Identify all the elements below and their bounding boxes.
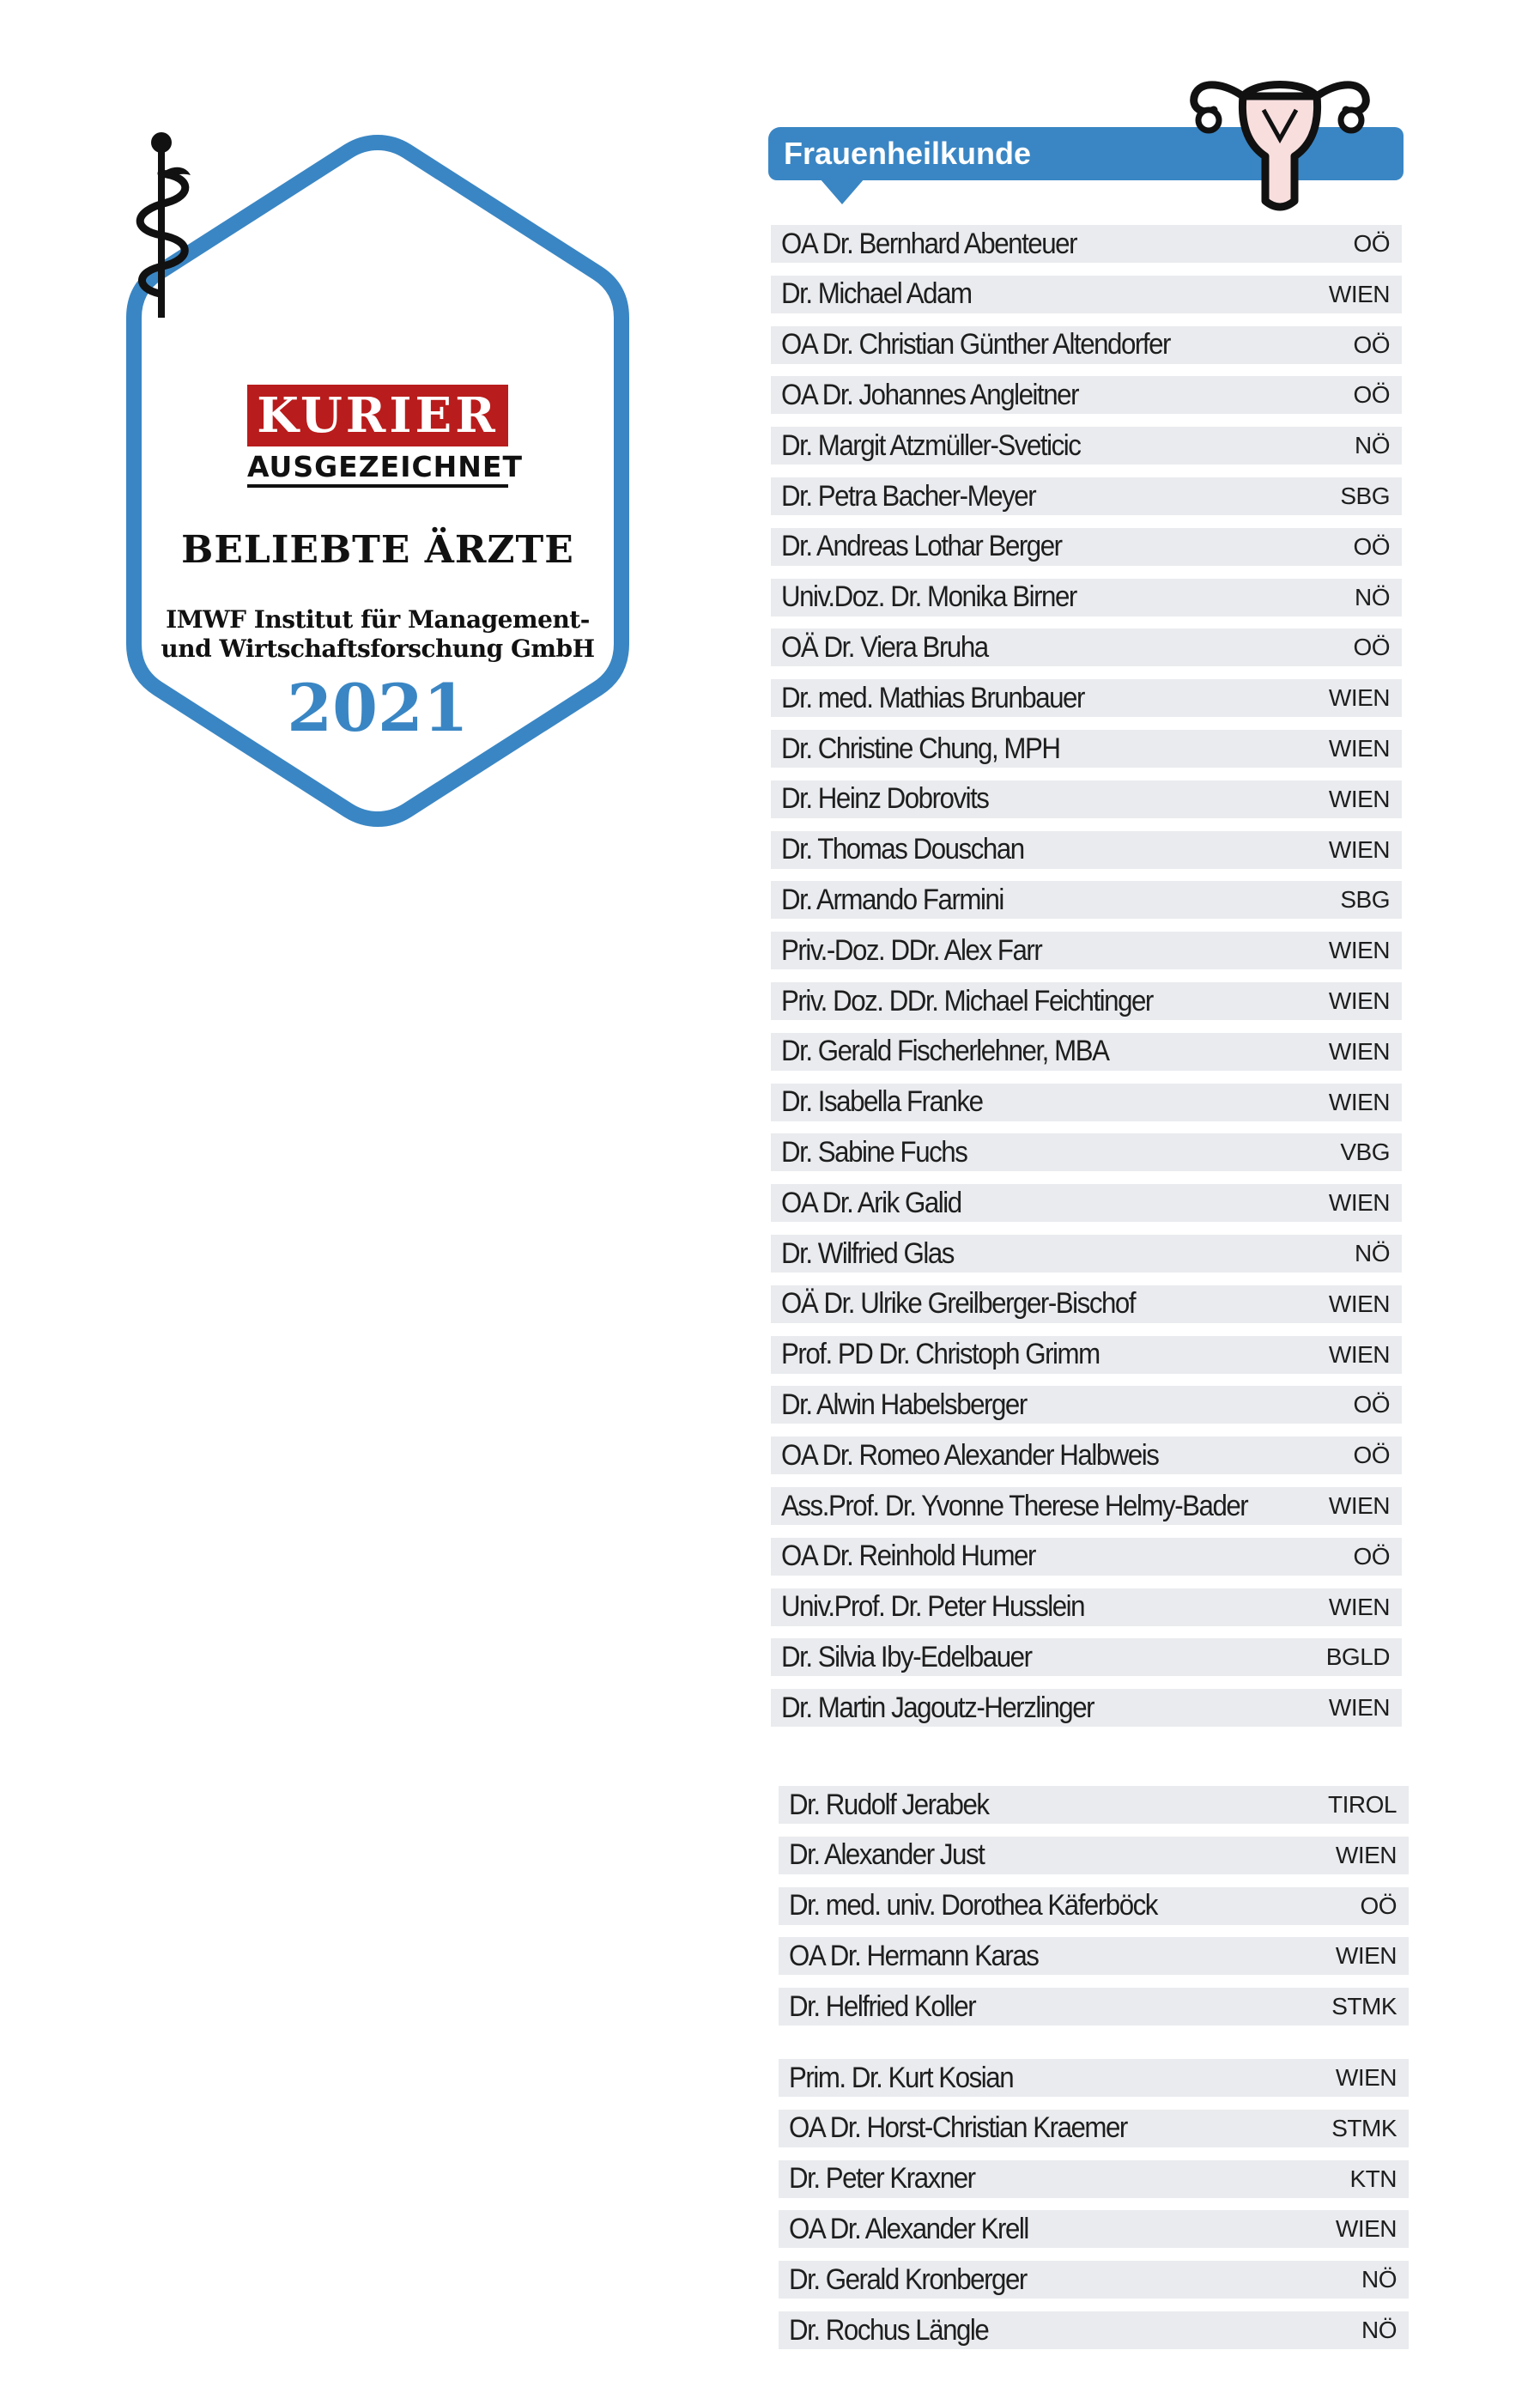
list-item [771, 629, 1402, 666]
region-code: KTN [1349, 2165, 1397, 2192]
doctor-name: OA Dr. Hermann Karas [789, 1939, 1039, 1972]
doctor-name: Dr. Martin Jagoutz-Herzlinger [781, 1691, 1094, 1724]
doctor-name: Dr. Wilfried Glas [781, 1236, 954, 1270]
region-code: OÖ [1353, 381, 1390, 409]
region-code: NÖ [1361, 2266, 1397, 2293]
institute-line-1: IMWF Institut für Management- [166, 605, 590, 634]
doctor-name: Dr. Heinz Dobrovits [781, 782, 989, 816]
doctor-name: OA Dr. Johannes Angleitner [781, 378, 1079, 411]
doctor-name: Priv. Doz. DDr. Michael Feichtinger [781, 984, 1153, 1017]
region-code: SBG [1340, 483, 1390, 509]
doctor-name: Dr. Thomas Douschan [781, 833, 1024, 866]
list-item [779, 1937, 1409, 1975]
region-code: OÖ [1353, 634, 1390, 661]
institute-line-2: und Wirtschaftsforschung GmbH [161, 635, 595, 663]
region-code: WIEN [1335, 1942, 1397, 1970]
list-item [771, 831, 1402, 869]
region-code: WIEN [1328, 1189, 1390, 1217]
list-item [771, 881, 1402, 919]
badge-institute [120, 605, 635, 664]
region-code: OÖ [1360, 1892, 1397, 1919]
list-item [771, 1436, 1402, 1474]
region-code: VBG [1340, 1139, 1390, 1166]
region-code: WIEN [1328, 1037, 1390, 1065]
region-code: WIEN [1335, 1841, 1397, 1868]
doctor-name: Dr. Alwin Habelsberger [781, 1388, 1027, 1421]
list-item [771, 427, 1402, 465]
award-badge [120, 129, 635, 833]
list-item [771, 982, 1402, 1020]
doctor-name: OA Dr. Romeo Alexander Halbweis [781, 1438, 1159, 1472]
region-code: WIEN [1328, 1290, 1390, 1317]
badge-subtitle: AUSGEZEICHNET [247, 450, 508, 488]
badge-title: BELIEBTE ÄRZTE [181, 528, 574, 572]
region-code: WIEN [1328, 1340, 1390, 1368]
region-code: BGLD [1325, 1643, 1390, 1671]
doctor-name: Dr. Peter Kraxner [789, 2162, 975, 2196]
doctor-name: Dr. Petra Bacher-Meyer [781, 479, 1036, 513]
region-code: NÖ [1355, 432, 1390, 459]
list-item [779, 2210, 1409, 2248]
region-code: WIEN [1328, 785, 1390, 812]
doctor-name: Dr. Gerald Kronberger [789, 2262, 1027, 2296]
kurier-logo: KURIER [247, 385, 508, 446]
list-item [771, 780, 1402, 818]
region-code: OÖ [1353, 1442, 1390, 1469]
doctor-name: Ass.Prof. Dr. Yvonne Therese Helmy-Bader [781, 1489, 1248, 1522]
region-code: WIEN [1335, 2064, 1397, 2091]
list-item [771, 1285, 1402, 1323]
list-header: Frauenheilkunde [768, 127, 1404, 180]
region-code: NÖ [1361, 2317, 1397, 2343]
list-item [771, 1638, 1402, 1676]
region-code: OÖ [1353, 230, 1390, 257]
doctor-name: OÄ Dr. Viera Bruha [781, 630, 988, 664]
region-code: WIEN [1328, 280, 1390, 307]
list-item [771, 376, 1402, 414]
doctor-name: Dr. Michael Adam [781, 277, 972, 311]
list-item [779, 2261, 1409, 2299]
list-item [771, 730, 1402, 768]
region-code: WIEN [1328, 987, 1390, 1014]
region-code: STMK [1331, 1993, 1397, 2020]
region-code: WIEN [1328, 1492, 1390, 1519]
list-item [771, 276, 1402, 313]
list-item [771, 1689, 1402, 1727]
list-item [779, 1786, 1409, 1824]
doctor-name: OÄ Dr. Ulrike Greilberger-Bischof [781, 1287, 1136, 1321]
doctor-name: Priv.-Doz. DDr. Alex Farr [781, 933, 1042, 967]
list-item [771, 1184, 1402, 1222]
region-code: SBG [1340, 886, 1390, 914]
list-item [771, 1538, 1402, 1576]
doctor-name: Dr. Armando Farmini [781, 883, 1003, 916]
list-item [771, 1033, 1402, 1071]
list-item [771, 1235, 1402, 1272]
doctor-name: Dr. Christine Chung, MPH [781, 732, 1060, 765]
doctor-name: Univ.Prof. Dr. Peter Husslein [781, 1590, 1085, 1624]
doctor-name: Univ.Doz. Dr. Monika Birner [781, 580, 1076, 614]
doctor-name: OA Dr. Horst-Christian Kraemer [789, 2111, 1127, 2145]
region-code: STMK [1331, 2114, 1397, 2141]
list-item [779, 2311, 1409, 2349]
region-code: WIEN [1328, 835, 1390, 863]
header-pointer [820, 179, 864, 204]
doctor-name: Dr. Isabella Franke [781, 1085, 983, 1119]
region-code: OÖ [1353, 1391, 1390, 1418]
region-code: OÖ [1353, 331, 1390, 358]
doctor-name: Dr. med. univ. Dorothea Käferböck [789, 1889, 1157, 1922]
doctor-name: Prof. PD Dr. Christoph Grimm [781, 1338, 1100, 1371]
region-code: OÖ [1353, 1542, 1390, 1570]
region-code: TIROL [1328, 1791, 1397, 1818]
list-item [771, 326, 1402, 364]
list-item [771, 579, 1402, 616]
region-code: WIEN [1335, 2215, 1397, 2243]
doctor-name: OA Dr. Alexander Krell [789, 2212, 1028, 2245]
doctor-name: OA Dr. Reinhold Humer [781, 1540, 1035, 1573]
doctor-name: Prim. Dr. Kurt Kosian [789, 2061, 1014, 2094]
region-code: NÖ [1355, 583, 1390, 610]
list-item [779, 2059, 1409, 2097]
doctor-name: OA Dr. Arik Galid [781, 1186, 961, 1219]
doctor-name: Dr. Alexander Just [789, 1838, 985, 1872]
doctor-name: Dr. Margit Atzmüller-Sveticic [781, 428, 1081, 462]
list-item [771, 679, 1402, 717]
aesculapian-staff-icon [120, 129, 203, 318]
list-item [779, 1988, 1409, 2025]
list-item [771, 1588, 1402, 1626]
doctor-name: Dr. med. Mathias Brunbauer [781, 681, 1084, 714]
doctor-name: OA Dr. Christian Günther Altendorfer [781, 328, 1170, 361]
list-item [771, 1386, 1402, 1424]
list-item [771, 225, 1402, 263]
region-code: WIEN [1328, 684, 1390, 712]
doctor-name: Dr. Silvia Iby-Edelbauer [781, 1640, 1032, 1673]
doctor-name: Dr. Helfried Koller [789, 1989, 976, 2023]
doctor-name: OA Dr. Bernhard Abenteuer [781, 227, 1077, 260]
doctor-name: Dr. Rochus Längle [789, 2313, 989, 2347]
doctor-name: Dr. Gerald Fischerlehner, MBA [781, 1035, 1109, 1068]
list-item [771, 1133, 1402, 1171]
region-code: WIEN [1328, 1593, 1390, 1620]
region-code: OÖ [1353, 532, 1390, 560]
region-code: WIEN [1328, 1694, 1390, 1722]
list-item [771, 477, 1402, 515]
region-code: NÖ [1355, 1240, 1390, 1266]
list-item [779, 1887, 1409, 1925]
list-item [779, 2110, 1409, 2147]
region-code: WIEN [1328, 937, 1390, 964]
doctor-name: Dr. Andreas Lothar Berger [781, 530, 1062, 563]
doctor-name: Dr. Rudolf Jerabek [789, 1788, 989, 1821]
doctor-name: Dr. Sabine Fuchs [781, 1135, 967, 1169]
list-item [779, 1837, 1409, 1874]
list-item [771, 528, 1402, 566]
list-item [771, 932, 1402, 969]
uterus-icon [1183, 62, 1377, 216]
list-item [779, 2160, 1409, 2198]
list-item [771, 1487, 1402, 1525]
list-item [771, 1336, 1402, 1374]
region-code: WIEN [1328, 1088, 1390, 1115]
list-item [771, 1084, 1402, 1121]
region-code: WIEN [1328, 735, 1390, 762]
badge-year: 2021 [287, 670, 469, 746]
